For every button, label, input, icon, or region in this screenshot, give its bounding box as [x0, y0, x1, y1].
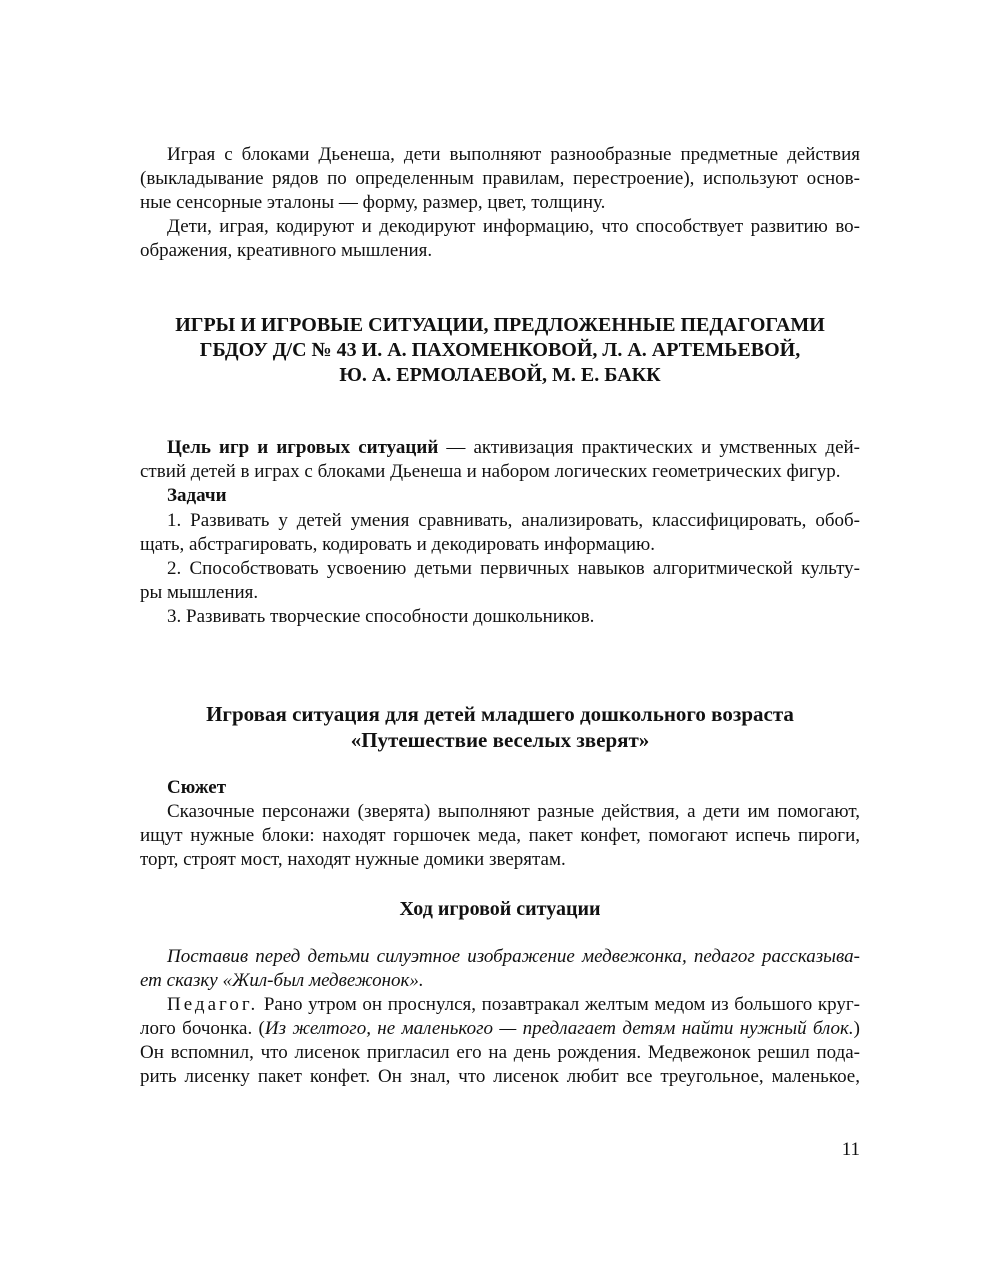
speaker-label: Педагог. [167, 994, 259, 1015]
task-item: 1. Развивать у детей умения сравнивать, анализировать, классифицировать, обоб- [167, 510, 860, 531]
speech-line: лого бочонка. (Из желтого, не маленького — предлагает детям найти нужный блок.) [140, 1018, 860, 1039]
goal-line [167, 436, 860, 460]
tasks-heading: Задачи [167, 485, 227, 506]
plot-line: ищут нужные блоки: находят горшочек меда, пакет конфет, помогают испечь пироги, [140, 825, 860, 846]
page-number: 11 [841, 1139, 860, 1160]
stage-direction-line: Поставив перед детьми силуэтное изображение медвежонка, педагог рассказыва- [167, 946, 860, 967]
section-title-line: Ю. А. ЕРМОЛАЕВОЙ, М. Е. БАКК [339, 364, 661, 386]
intro-line: Дети, играя, кодируют и декодируют информацию, что способствует развитию во- [167, 216, 860, 237]
speech-line: Он вспомнил, что лисенок пригласил его на день рождения. Медвежонок решил пода- [140, 1042, 860, 1063]
speech-line: рить лисенку пакет конфет. Он знал, что лисенок любит все треугольное, маленькое, [140, 1066, 860, 1087]
speech-line: Педагог. Рано утром он проснулся, позавтракал желтым медом из большого круг- [167, 994, 860, 1015]
intro-line: (выкладывание рядов по определенным правилам, перестроение), используют основ- [140, 168, 860, 189]
intro-line: ные сенсорные эталоны — форму, размер, цвет, толщину. [140, 192, 606, 213]
plot-line: Сказочные персонажи (зверята) выполняют разные действия, а дети им помогают, [167, 801, 860, 822]
plot-line: торт, строят мост, находят нужные домики зверятам. [140, 849, 566, 870]
task-item: щать, абстрагировать, кодировать и декодировать информацию. [140, 534, 655, 555]
goal-text: — активизация практических и умственных дей- [438, 437, 860, 458]
game-title-line: «Путешествие веселых зверят» [350, 728, 650, 752]
game-title-line: Игровая ситуация для детей младшего дошкольного возраста [206, 702, 794, 726]
task-item: 3. Развивать творческие способности дошкольников. [167, 606, 595, 627]
section-title-line: ГБДОУ Д/С № 43 И. А. ПАХОМЕНКОВОЙ, Л. А. АРТЕМЬЕВОЙ, [199, 339, 801, 361]
section-title-line: ИГРЫ И ИГРОВЫЕ СИТУАЦИИ, ПРЕДЛОЖЕННЫЕ ПЕДАГОГАМИ [175, 314, 825, 336]
task-item: ры мышления. [140, 582, 259, 603]
intro-line: Играя с блоками Дьенеша, дети выполняют разнообразные предметные действия [167, 144, 860, 165]
course-heading: Ход игровой ситуации [399, 898, 601, 920]
goal-line: ствий детей в играх с блоками Дьенеша и набором логических геометрических фигур. [140, 461, 841, 482]
goal-label: Цель игр и игровых ситуаций [167, 437, 439, 458]
intro-line: ображения, креативного мышления. [140, 240, 433, 261]
plot-heading: Сюжет [167, 777, 227, 798]
stage-direction-line: ет сказку «Жил-был медвежонок». [140, 970, 424, 991]
task-item: 2. Способствовать усвоению детьми первичных навыков алгоритмической культу- [167, 558, 860, 579]
